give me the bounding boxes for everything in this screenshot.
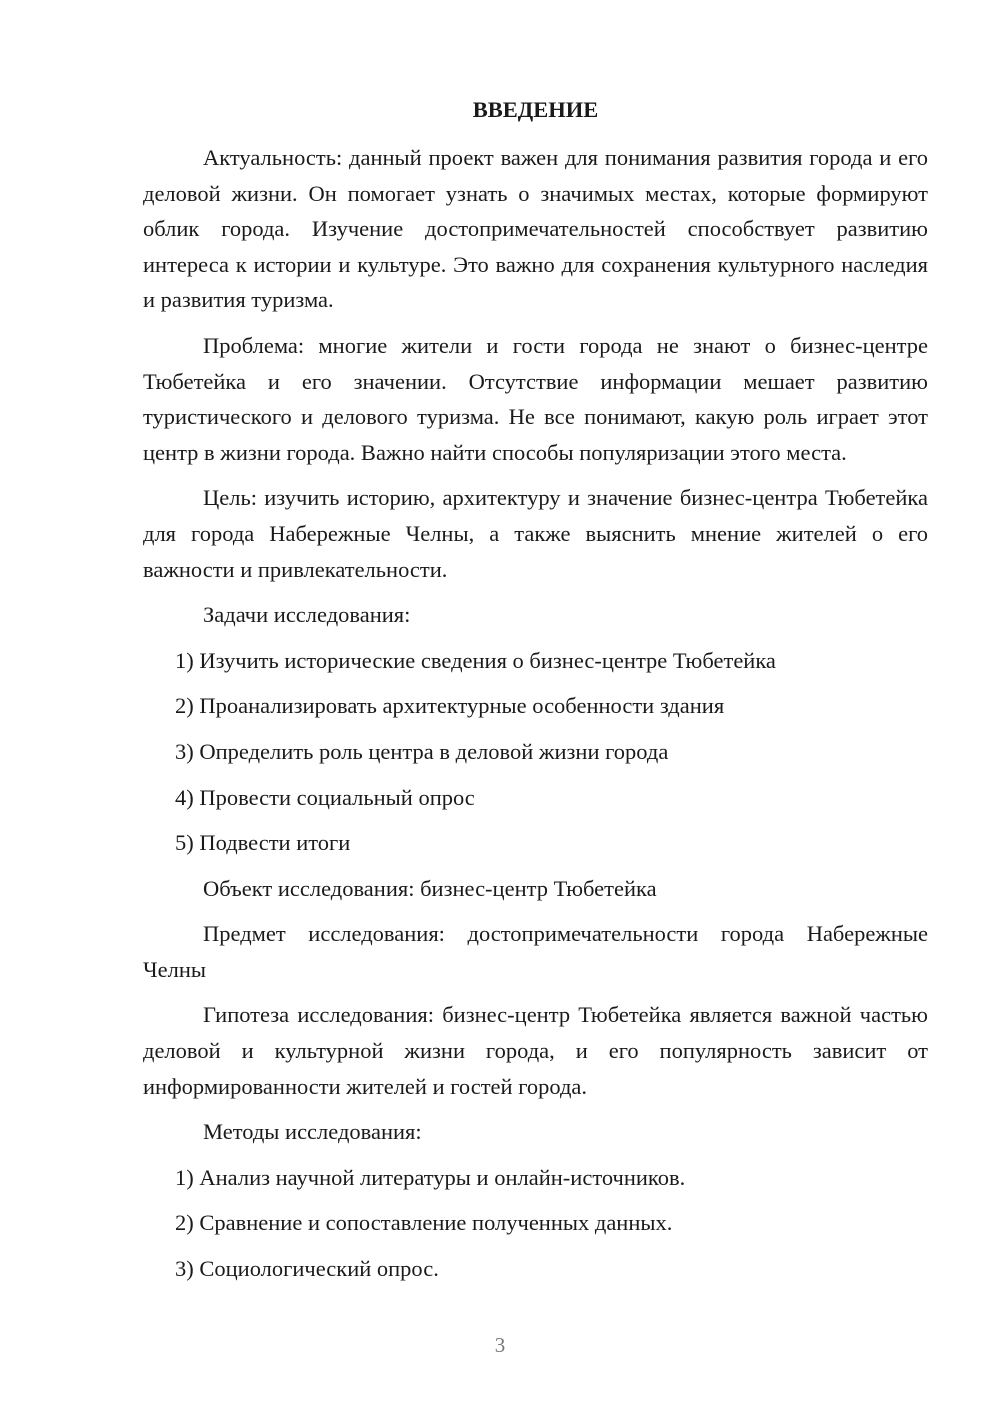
- section-title: ВВЕДЕНИЕ: [472, 97, 599, 122]
- list-item: 2) Проанализировать архитектурные особенности здания: [175, 693, 725, 719]
- list-item: 1) Изучить исторические сведения о бизнес-центре Тюбетейка: [175, 647, 776, 673]
- tasks-heading: Задачи исследования:: [203, 602, 411, 628]
- list-item: 4) Провести социальный опрос: [175, 784, 475, 810]
- problem-paragraph: Проблема: многие жители и гости города не знают о бизнес-центре Тюбетейка и его значении. Отсутствие информации мешает развитию туристического и делового туризма. Не все понимают, какую роль играет этот центр в жизни города. Важно найти способы популяризации этого места.: [143, 332, 928, 465]
- tasks-list: [143, 643, 928, 861]
- object-line: Объект исследования: бизнес-центр Тюбетейка: [203, 875, 657, 901]
- hypothesis-paragraph: Гипотеза исследования: бизнес-центр Тюбетейка является важной частью деловой и культурной жизни города, и его популярность зависит от информированности жителей и гостей города.: [143, 1002, 928, 1099]
- document-page: [143, 92, 928, 1297]
- page-number: 3: [494, 1333, 506, 1357]
- list-item: 3) Социологический опрос.: [175, 1256, 439, 1282]
- list-item: 5) Подвести итоги: [175, 830, 351, 856]
- list-item: 2) Сравнение и сопоставление полученных данных.: [175, 1210, 673, 1236]
- relevance-paragraph: Актуальность: данный проект важен для понимания развития города и его деловой жизни. Он помогает узнать о значимых местах, которые формируют облик города. Изучение достопримечательностей способствует развитию интереса к истории и культуре. Это важно для сохранения культурного наследия и развития туризма.: [143, 145, 928, 313]
- subject-paragraph: Предмет исследования: достопримечательности города Набережные Челны: [143, 921, 928, 982]
- list-item: 1) Анализ научной литературы и онлайн-источников.: [175, 1164, 686, 1190]
- methods-heading: Методы исследования:: [203, 1119, 422, 1145]
- goal-paragraph: Цель: изучить историю, архитектуру и значение бизнес-центра Тюбетейка для города Набережные Челны, а также выяснить мнение жителей о его важности и привлекательности.: [143, 485, 928, 582]
- methods-list: [143, 1160, 928, 1287]
- list-item: 3) Определить роль центра в деловой жизни города: [175, 738, 669, 764]
